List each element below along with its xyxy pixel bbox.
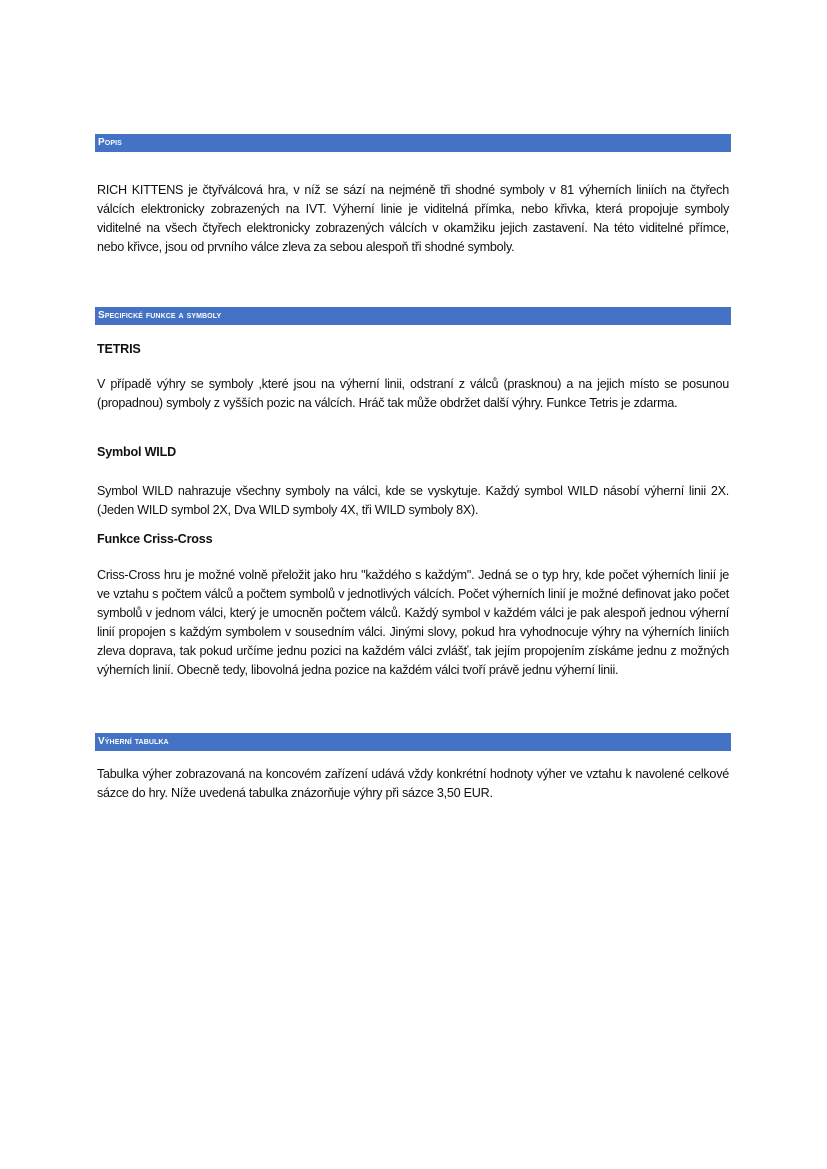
criss-cross-heading: Funkce Criss-Cross [97,532,213,546]
tetris-paragraph: V případě výhry se symboly ,které jsou na výherní linii, odstraní z válců (prasknou) a na jejich místo se posunou (propadnou) symboly z vyšších pozic na válcích. Hráč tak může obdržet další výhry. Funkce Tetris je zdarma. [97,377,729,410]
criss-cross-paragraph: Criss-Cross hru je možné volně přeložit jako hru "každého s každým". Jedná se o typ hry, kde počet výherních linií je ve vztahu s počtem válců a počtem symbolů v jednotlivých válcích. Počet výherních linií je možné definovat jako počet symbolů v jednom válci, který je umocněn počtem válců. Každý symbol v každém válci je pak alespoň jednou výherní linií propojen s každým symbolem v sousedním válci. Jinými slovy, pokud hra vyhodnocuje výhry na výherních liniích zleva doprava, tak pokud určíme jednu pozici na každém válci zvlášť, tak jejím propojením získáme jednu z možných výherních linií. Obecně tedy, libovolná jedna pozice na každém válci tvoří právě jednu výherní linii. [97,568,729,677]
section-title: Specifické funkce a symboly [98,310,222,321]
tetris-heading: TETRIS [97,342,141,356]
section-header-vyherni-tabulka [95,733,731,751]
vyherni-tabulka-paragraph: Tabulka výher zobrazovaná na koncovém zařízení udává vždy konkrétní hodnoty výher ve vztahu k navolené celkové sázce do hry. Níže uvedená tabulka znázorňuje výhry při sázce 3,50 EUR. [97,767,729,800]
section-header-specificke [95,307,731,325]
wild-heading: Symbol WILD [97,445,176,459]
wild-paragraph: Symbol WILD nahrazuje všechny symboly na válci, kde se vyskytuje. Každý symbol WILD násobí výherní linii 2X. (Jeden WILD symbol 2X, Dva WILD symboly 4X, tři WILD symboly 8X). [97,484,729,517]
section-title: Popis [98,137,122,148]
section-header-popis [95,134,731,152]
section-title: Výherní tabulka [98,736,169,747]
popis-paragraph: RICH KITTENS je čtyřválcová hra, v níž se sází na nejméně tři shodné symboly v 81 výherních liniích na čtyřech válcích elektronicky zobrazených na IVT. Výherní linie je viditelná přímka, nebo křivka, která propojuje symboly viditelné na všech čtyřech elektronicky zobrazených válcích v okamžiku jejich zastavení. Na této viditelné přímce, nebo křivce, jsou od prvního válce zleva za sebou alespoň tři shodné symboly. [97,183,729,254]
